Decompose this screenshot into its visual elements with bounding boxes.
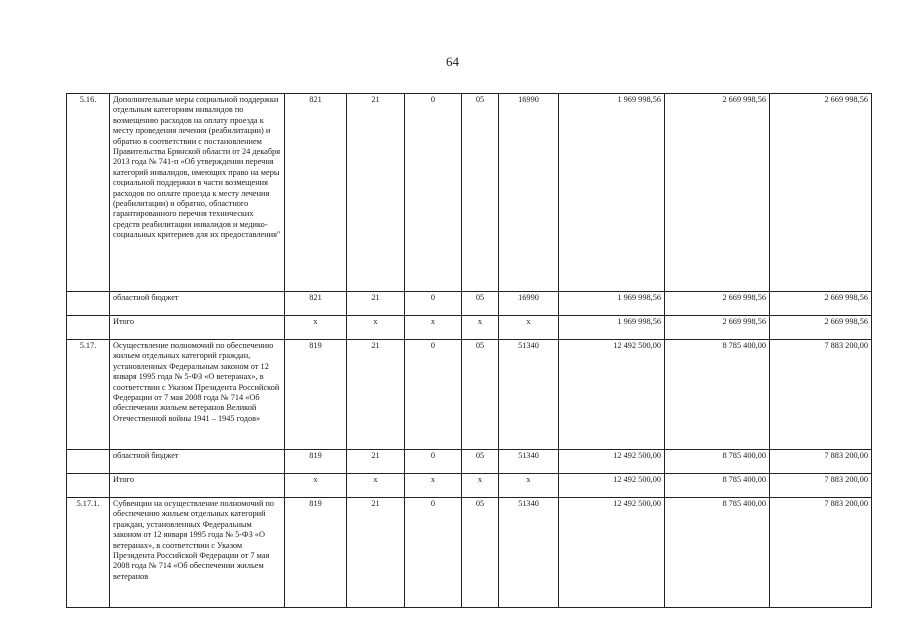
cell-amount-year2: 8 785 400,00 [665, 474, 770, 498]
cell-code-ministry: х [285, 474, 347, 498]
cell-code-event: 05 [462, 498, 499, 608]
table-subrow [67, 474, 872, 498]
cell-description: Дополнительные меры социальной поддержки отдельным категориям инвалидов по возмещению расходов на оплату проезда к месту проведения лечения (реабилитации) и обратно в соответствии с постановлением Правительства Брянской области от 24 декабря 2013 года № 741-п «Об утверждении перечня категорий инвалидов, имеющих право на меры социальной поддержки в части возмещения расходов по оплате проезда к месту лечения (реабилитации) и обратно, областного гарантированного перечня технических средств реабилитации инвалидов и медико-социальных критериев для их предоставления" [110, 94, 285, 292]
budget-table [66, 93, 872, 608]
cell-amount-year1: 12 492 500,00 [559, 450, 665, 474]
cell-code-direction: 51340 [499, 498, 559, 608]
cell-description: Итого [110, 474, 285, 498]
cell-code-subprogram: 0 [405, 498, 462, 608]
cell-index [67, 450, 110, 474]
cell-amount-year3: 7 883 200,00 [770, 474, 872, 498]
cell-code-program: 21 [347, 340, 405, 450]
cell-amount-year2: 2 669 998,56 [665, 316, 770, 340]
cell-code-event: 05 [462, 340, 499, 450]
cell-amount-year1: 12 492 500,00 [559, 498, 665, 608]
table-subrow [67, 450, 872, 474]
cell-code-ministry: 819 [285, 340, 347, 450]
cell-amount-year3: 7 883 200,00 [770, 450, 872, 474]
cell-index: 5.16. [67, 94, 110, 292]
table-row [67, 94, 872, 292]
cell-amount-year3: 7 883 200,00 [770, 498, 872, 608]
table-row [67, 340, 872, 450]
cell-code-ministry: х [285, 316, 347, 340]
page-number: 64 [446, 54, 459, 69]
cell-code-program: 21 [347, 94, 405, 292]
cell-code-event: 05 [462, 94, 499, 292]
cell-code-subprogram: х [405, 316, 462, 340]
cell-code-direction: 51340 [499, 340, 559, 450]
cell-code-subprogram: х [405, 474, 462, 498]
cell-index: 5.17.1. [67, 498, 110, 608]
cell-code-direction: 16990 [499, 292, 559, 316]
table-body [67, 94, 872, 608]
cell-amount-year1: 1 969 998,56 [559, 316, 665, 340]
cell-amount-year3: 2 669 998,56 [770, 316, 872, 340]
cell-amount-year3: 2 669 998,56 [770, 94, 872, 292]
cell-code-ministry: 821 [285, 292, 347, 316]
cell-code-subprogram: 0 [405, 94, 462, 292]
cell-amount-year1: 12 492 500,00 [559, 474, 665, 498]
cell-index [67, 474, 110, 498]
cell-code-direction: 16990 [499, 94, 559, 292]
cell-code-event: 05 [462, 292, 499, 316]
cell-description: областной бюджет [110, 450, 285, 474]
cell-amount-year2: 2 669 998,56 [665, 292, 770, 316]
cell-code-program: 21 [347, 292, 405, 316]
cell-index [67, 316, 110, 340]
cell-code-program: 21 [347, 450, 405, 474]
table-subrow [67, 292, 872, 316]
cell-amount-year1: 1 969 998,56 [559, 94, 665, 292]
cell-code-event: х [462, 316, 499, 340]
table-row [67, 498, 872, 608]
cell-amount-year3: 2 669 998,56 [770, 292, 872, 316]
cell-amount-year1: 12 492 500,00 [559, 340, 665, 450]
cell-description: Итого [110, 316, 285, 340]
cell-code-direction: 51340 [499, 450, 559, 474]
cell-amount-year3: 7 883 200,00 [770, 340, 872, 450]
cell-code-subprogram: 0 [405, 450, 462, 474]
cell-code-ministry: 819 [285, 450, 347, 474]
cell-code-subprogram: 0 [405, 340, 462, 450]
cell-index [67, 292, 110, 316]
cell-code-ministry: 821 [285, 94, 347, 292]
cell-amount-year2: 2 669 998,56 [665, 94, 770, 292]
cell-index: 5.17. [67, 340, 110, 450]
cell-code-direction: х [499, 316, 559, 340]
cell-code-event: 05 [462, 450, 499, 474]
cell-code-program: 21 [347, 498, 405, 608]
cell-amount-year2: 8 785 400,00 [665, 450, 770, 474]
cell-code-program: х [347, 474, 405, 498]
cell-code-ministry: 819 [285, 498, 347, 608]
cell-code-subprogram: 0 [405, 292, 462, 316]
cell-code-direction: х [499, 474, 559, 498]
cell-code-event: х [462, 474, 499, 498]
table-subrow [67, 316, 872, 340]
cell-amount-year2: 8 785 400,00 [665, 340, 770, 450]
cell-description: Субвенции на осуществление полномочий по обеспечению жильем отдельных категорий граждан, установленных Федеральным законом от 12 января 1995 года № 5-ФЗ «О ветеранах», в соответствии с Указом Президента Российской Федерации от 7 мая 2008 года № 714 «Об обеспечении жильем ветеранов [110, 498, 285, 608]
cell-description: областной бюджет [110, 292, 285, 316]
cell-amount-year2: 8 785 400,00 [665, 498, 770, 608]
cell-amount-year1: 1 969 998,56 [559, 292, 665, 316]
cell-description: Осуществление полномочий по обеспечению жильем отдельных категорий граждан, установленных Федеральным законом от 12 января 1995 года № 5-ФЗ «О ветеранах», в соответствии с Указом Президента Российской Федерации от 7 мая 2008 года № 714 «Об обеспечении жильем ветеранов Великой Отечественной войны 1941 – 1945 годов» [110, 340, 285, 450]
cell-code-program: х [347, 316, 405, 340]
